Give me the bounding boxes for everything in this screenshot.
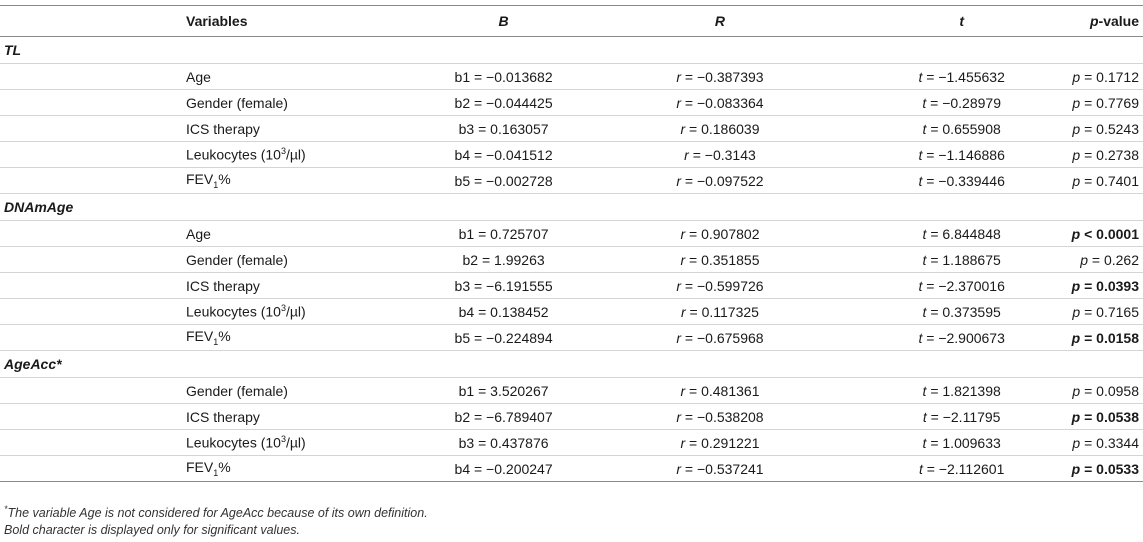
cell-r: r = 0.351855 — [588, 247, 851, 273]
cell-t: t = −2.11795 — [852, 404, 1072, 430]
cell-r: r = 0.117325 — [588, 299, 851, 325]
cell-r: r = −0.097522 — [588, 168, 851, 194]
cell-variable: Leukocytes $(10^3/\mu l)$ — [0, 142, 419, 168]
cell-r: r = −0.675968 — [588, 325, 851, 351]
cell-b: b3 = −6.191555 — [419, 273, 588, 299]
cell-variable: ICS therapy — [0, 273, 419, 299]
group-row — [0, 351, 1143, 378]
cell-b: b4 = −0.200247 — [419, 456, 588, 482]
group-row — [0, 37, 1143, 64]
cell-r: r = −0.3143 — [588, 142, 851, 168]
cell-t: t = −2.370016 — [852, 273, 1072, 299]
cell-t: t = −2.112601 — [852, 456, 1072, 482]
cell-t: t = 1.821398 — [852, 378, 1072, 404]
cell-p-value: p = 0.7769 — [1072, 90, 1143, 116]
table-row — [0, 64, 1143, 90]
cell-b: b1 = 0.725707 — [419, 221, 588, 247]
table-row — [0, 299, 1143, 325]
table-row — [0, 404, 1143, 430]
table-row — [0, 273, 1143, 299]
cell-b: b3 = 0.437876 — [419, 430, 588, 456]
cell-b: b3 = 0.163057 — [419, 116, 588, 142]
table-row — [0, 221, 1143, 247]
cell-variable: Gender (female) — [0, 247, 419, 273]
cell-r: r = −0.537241 — [588, 456, 851, 482]
cell-variable: ICS therapy — [0, 116, 419, 142]
cell-p-value: p = 0.262 — [1072, 247, 1143, 273]
cell-t: t = −1.146886 — [852, 142, 1072, 168]
cell-p-value: p = 0.0538 — [1072, 404, 1143, 430]
cell-r: r = −0.599726 — [588, 273, 851, 299]
table-row — [0, 90, 1143, 116]
cell-t: t = 6.844848 — [852, 221, 1072, 247]
table-row — [0, 247, 1143, 273]
cell-r: r = −0.538208 — [588, 404, 851, 430]
cell-b: b4 = 0.138452 — [419, 299, 588, 325]
cell-r: r = 0.186039 — [588, 116, 851, 142]
header-b: B — [419, 6, 588, 37]
regression-table — [0, 5, 1143, 482]
cell-p-value: p = 0.5243 — [1072, 116, 1143, 142]
cell-p-value: p = 0.7165 — [1072, 299, 1143, 325]
cell-r: r = 0.907802 — [588, 221, 851, 247]
group-label: DNAmAge — [0, 194, 1143, 221]
header-row — [0, 6, 1143, 37]
table-row — [0, 456, 1143, 482]
cell-variable: $FEV_1\%$ — [0, 456, 419, 482]
cell-b: b1 = −0.013682 — [419, 64, 588, 90]
table-body — [0, 37, 1143, 482]
cell-b: b1 = 3.520267 — [419, 378, 588, 404]
cell-p-value: p = 0.0393 — [1072, 273, 1143, 299]
cell-p-value: p = 0.2738 — [1072, 142, 1143, 168]
cell-t: t = 1.188675 — [852, 247, 1072, 273]
cell-p-value: p = 0.0958 — [1072, 378, 1143, 404]
cell-b: b2 = 1.99263 — [419, 247, 588, 273]
cell-b: b2 = −6.789407 — [419, 404, 588, 430]
group-label: AgeAcc* — [0, 351, 1143, 378]
group-row — [0, 194, 1143, 221]
cell-t: t = −0.339446 — [852, 168, 1072, 194]
table-row — [0, 142, 1143, 168]
cell-b: b2 = −0.044425 — [419, 90, 588, 116]
cell-p-value: p = 0.3344 — [1072, 430, 1143, 456]
cell-p-value: p = 0.7401 — [1072, 168, 1143, 194]
table-row — [0, 168, 1143, 194]
cell-variable: Gender (female) — [0, 90, 419, 116]
cell-p-value: p = 0.0533 — [1072, 456, 1143, 482]
cell-variable: Leukocytes $(10^3/\mu l)$ — [0, 299, 419, 325]
cell-r: r = 0.481361 — [588, 378, 851, 404]
footnote-2: Bold character is displayed only for significant values. — [4, 523, 300, 537]
header-p-value: p-value — [1072, 6, 1143, 37]
cell-variable: Gender (female) — [0, 378, 419, 404]
cell-b: b4 = −0.041512 — [419, 142, 588, 168]
cell-p-value: p < 0.0001 — [1072, 221, 1143, 247]
cell-t: t = −2.900673 — [852, 325, 1072, 351]
header-t: t — [852, 6, 1072, 37]
cell-t: t = −0.28979 — [852, 90, 1072, 116]
cell-variable: Age — [0, 64, 419, 90]
table-row — [0, 378, 1143, 404]
cell-t: t = 1.009633 — [852, 430, 1072, 456]
cell-p-value: p = 0.1712 — [1072, 64, 1143, 90]
table-row — [0, 325, 1143, 351]
header-variables: Variables — [0, 6, 419, 37]
cell-variable: ICS therapy — [0, 404, 419, 430]
cell-t: t = 0.373595 — [852, 299, 1072, 325]
cell-t: t = −1.455632 — [852, 64, 1072, 90]
footnote-1: *The variable Age is not considered for AgeAcc because of its own definition. — [4, 504, 428, 521]
cell-variable: Age — [0, 221, 419, 247]
cell-b: b5 = −0.224894 — [419, 325, 588, 351]
cell-r: r = −0.083364 — [588, 90, 851, 116]
cell-variable: $FEV_1\%$ — [0, 325, 419, 351]
table-row — [0, 116, 1143, 142]
cell-t: t = 0.655908 — [852, 116, 1072, 142]
header-r: R — [588, 6, 851, 37]
cell-r: r = 0.291221 — [588, 430, 851, 456]
cell-r: r = −0.387393 — [588, 64, 851, 90]
cell-variable: $FEV_1\%$ — [0, 168, 419, 194]
cell-p-value: p = 0.0158 — [1072, 325, 1143, 351]
table-row — [0, 430, 1143, 456]
cell-variable: Leukocytes $(10^3/\mu l)$ — [0, 430, 419, 456]
cell-b: b5 = −0.002728 — [419, 168, 588, 194]
group-label: TL — [0, 37, 1143, 64]
